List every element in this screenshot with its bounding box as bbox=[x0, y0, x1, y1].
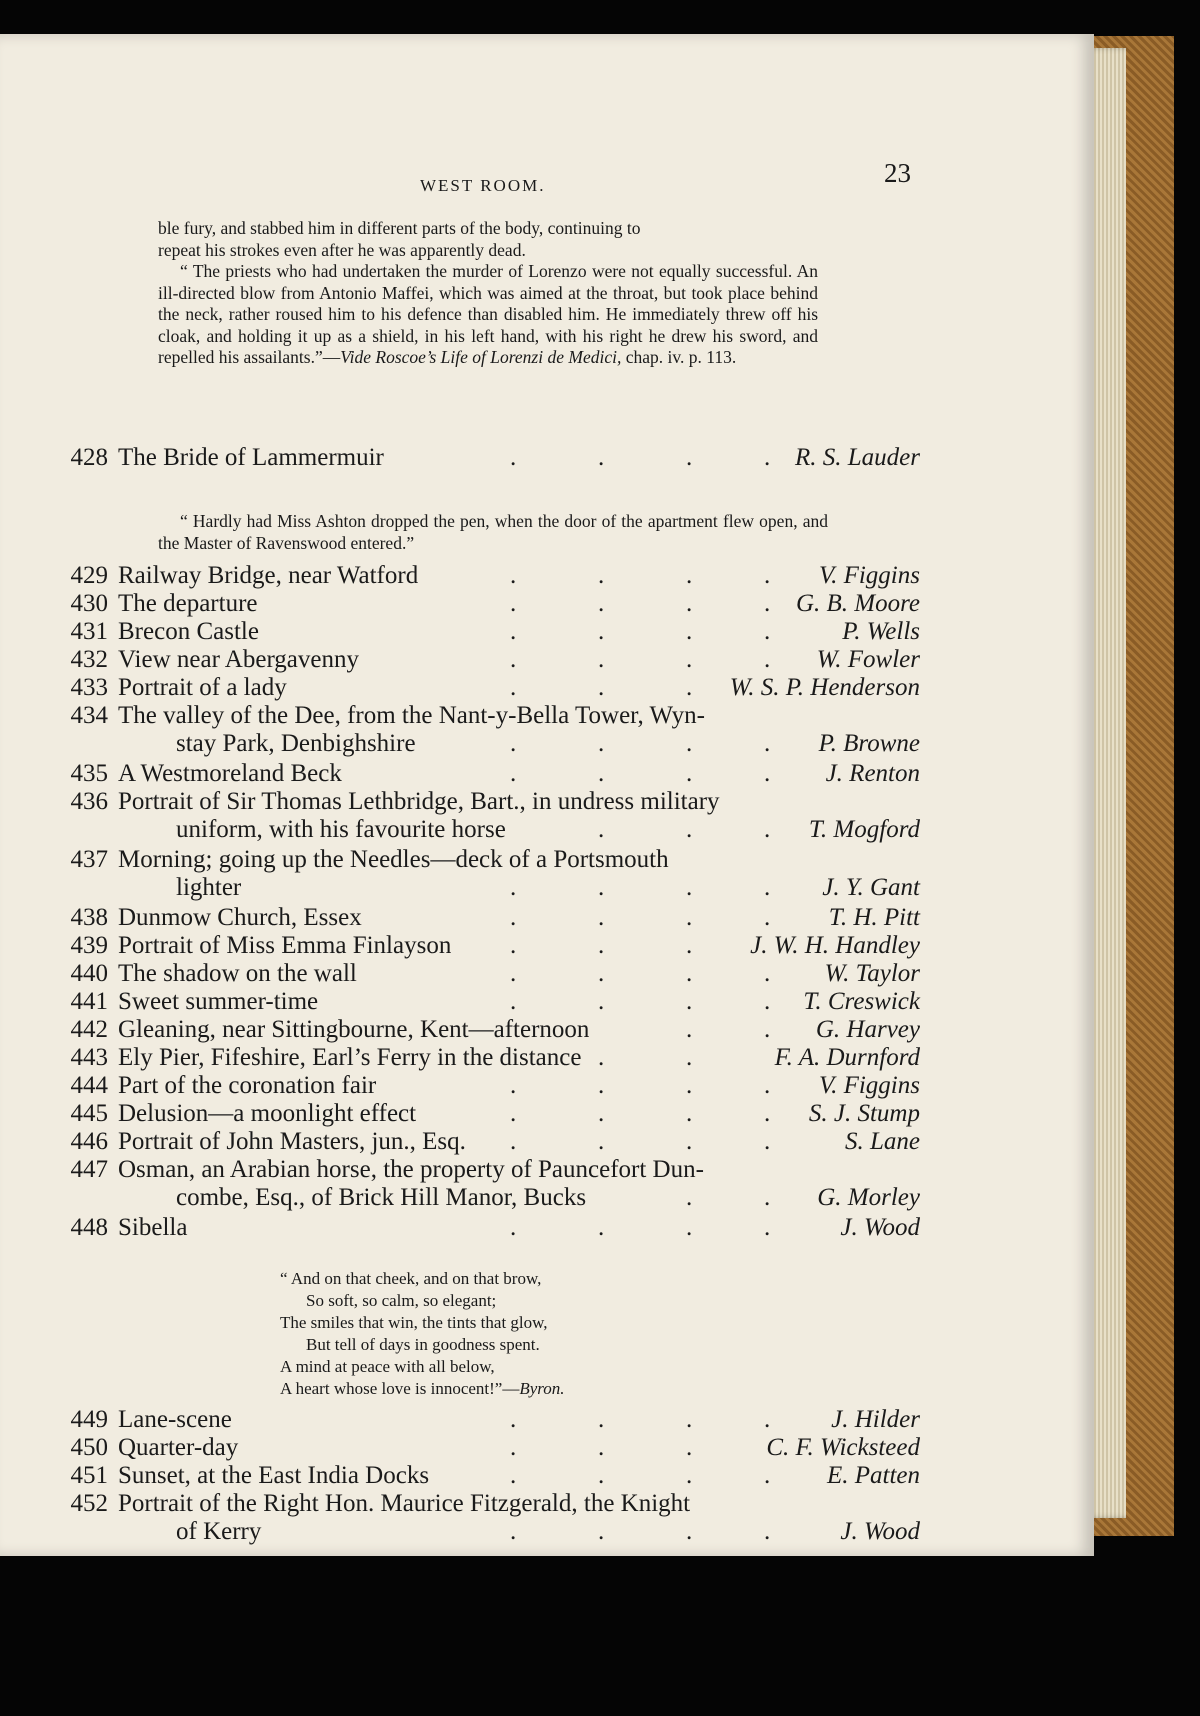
entry-title: Portrait of a lady bbox=[118, 674, 287, 701]
leader-dot: . bbox=[686, 1128, 693, 1155]
entry-row-continued bbox=[58, 816, 920, 844]
quote-line: repeat his strokes even after he was apparently dead. bbox=[158, 239, 526, 260]
entry-number: 435 bbox=[70, 760, 108, 787]
artist-name: E. Patten bbox=[826, 1462, 920, 1489]
entry-number: 445 bbox=[70, 1100, 108, 1127]
leader-dot: . bbox=[510, 904, 517, 931]
catalogue-entry bbox=[58, 760, 920, 788]
leader-dot: . bbox=[686, 1044, 693, 1071]
entry-row bbox=[58, 988, 920, 1016]
leader-dot: . bbox=[764, 1406, 771, 1433]
leader-dot: . bbox=[764, 1072, 771, 1099]
leader-dot: . bbox=[686, 1100, 693, 1127]
entry-row-continued bbox=[58, 1184, 920, 1212]
catalogue-entry bbox=[58, 646, 920, 674]
leader-dot: . bbox=[686, 1016, 693, 1043]
entry-number: 440 bbox=[70, 960, 108, 987]
entry-number: 437 bbox=[70, 846, 108, 873]
leader-dot: . bbox=[598, 1462, 605, 1489]
leader-dot: . bbox=[686, 590, 693, 617]
entry-title: Portrait of Sir Thomas Lethbridge, Bart., in undress military bbox=[118, 788, 720, 815]
catalogue-entry bbox=[58, 932, 920, 960]
entry-title: Delusion—a moonlight effect bbox=[118, 1100, 417, 1127]
leader-dot: . bbox=[686, 1518, 693, 1545]
entry-number: 436 bbox=[70, 788, 108, 815]
leader-dot: . bbox=[764, 646, 771, 673]
artist-name: V. Figgins bbox=[819, 1072, 920, 1099]
catalogue-entry bbox=[58, 788, 920, 844]
entry-number: 450 bbox=[70, 1434, 108, 1461]
leader-dot: . bbox=[598, 730, 605, 757]
quote-428 bbox=[158, 510, 828, 554]
roscoe-quote bbox=[158, 261, 818, 369]
artist-name: G. B. Moore bbox=[795, 590, 920, 617]
entry-row bbox=[58, 444, 920, 472]
leader-dot: . bbox=[686, 646, 693, 673]
leader-dot: . bbox=[510, 1518, 517, 1545]
leader-dot: . bbox=[686, 674, 693, 701]
artist-name: G. Morley bbox=[817, 1184, 920, 1211]
entry-title: Ely Pier, Fifeshire, Earl’s Ferry in the distance bbox=[118, 1044, 582, 1071]
catalogue-entry bbox=[58, 988, 920, 1016]
entry-row bbox=[58, 674, 920, 702]
poem-line bbox=[280, 1378, 565, 1400]
artist-name: T. Creswick bbox=[803, 988, 920, 1015]
leader-dot: . bbox=[510, 960, 517, 987]
poem-text: A heart whose love is innocent!”— bbox=[280, 1379, 520, 1398]
leader-dot: . bbox=[764, 1100, 771, 1127]
entry-row-continued bbox=[58, 730, 920, 758]
leader-dot: . bbox=[764, 816, 771, 843]
leader-dot: . bbox=[598, 444, 605, 471]
catalogue-entry bbox=[58, 444, 920, 472]
leader-dot: . bbox=[510, 1100, 517, 1127]
leader-dot: . bbox=[510, 760, 517, 787]
entry-title: The Bride of Lammermuir bbox=[118, 444, 384, 471]
artist-name: J. Renton bbox=[825, 760, 920, 787]
entry-row-continued bbox=[58, 1518, 920, 1546]
artist-name: W. Taylor bbox=[824, 960, 920, 987]
entry-number: 452 bbox=[70, 1490, 108, 1517]
entry-title: Railway Bridge, near Watford bbox=[118, 562, 419, 589]
leader-dot: . bbox=[764, 562, 771, 589]
artist-name: S. J. Stump bbox=[808, 1100, 920, 1127]
catalogue-entry bbox=[58, 1214, 920, 1242]
poem-line: So soft, so calm, so elegant; bbox=[306, 1291, 497, 1310]
entry-row bbox=[58, 1044, 920, 1072]
leader-dot: . bbox=[598, 816, 605, 843]
entry-title: The valley of the Dee, from the Nant-y-Bella Tower, Wyn- bbox=[118, 702, 705, 729]
artist-name: J. Y. Gant bbox=[822, 874, 920, 901]
leader-dot: . bbox=[510, 1128, 517, 1155]
entry-title: Morning; going up the Needles—deck of a Portsmouth bbox=[118, 846, 669, 873]
entry-number: 446 bbox=[70, 1128, 108, 1155]
entry-number: 443 bbox=[70, 1044, 108, 1071]
entry-number: 449 bbox=[70, 1406, 108, 1433]
leader-dot: . bbox=[764, 444, 771, 471]
leader-dot: . bbox=[764, 1016, 771, 1043]
continued-quotation bbox=[158, 218, 818, 369]
entry-number: 434 bbox=[70, 702, 108, 729]
catalogue-entry bbox=[58, 1072, 920, 1100]
artist-name: W. Fowler bbox=[816, 646, 920, 673]
leader-dot: . bbox=[598, 646, 605, 673]
entry-number: 448 bbox=[70, 1214, 108, 1241]
entry-number: 431 bbox=[70, 618, 108, 645]
entry-title: View near Abergavenny bbox=[118, 646, 360, 673]
leader-dot: . bbox=[510, 444, 517, 471]
leader-dot: . bbox=[686, 1462, 693, 1489]
leader-dot: . bbox=[686, 444, 693, 471]
leader-dot: . bbox=[510, 1214, 517, 1241]
entry-title: of Kerry bbox=[176, 1518, 262, 1545]
entry-title: Dunmow Church, Essex bbox=[118, 904, 362, 931]
entry-number: 439 bbox=[70, 932, 108, 959]
leader-dot: . bbox=[764, 1462, 771, 1489]
leader-dot: . bbox=[764, 760, 771, 787]
artist-name: T. Mogford bbox=[808, 816, 920, 843]
citation-detail: chap. iv. p. 113. bbox=[621, 347, 737, 367]
entry-title: The shadow on the wall bbox=[118, 960, 357, 987]
entry-row bbox=[58, 1490, 920, 1518]
artist-name: J. W. H. Handley bbox=[750, 932, 920, 959]
entry-row bbox=[58, 1016, 920, 1044]
entry-row bbox=[58, 1156, 920, 1184]
leader-dot: . bbox=[598, 674, 605, 701]
entry-title: stay Park, Denbighshire bbox=[176, 730, 416, 757]
catalogue-entry bbox=[58, 702, 920, 758]
leader-dot: . bbox=[686, 960, 693, 987]
artist-name: R. S. Lauder bbox=[795, 444, 920, 471]
leader-dot: . bbox=[764, 1518, 771, 1545]
leader-dot: . bbox=[764, 730, 771, 757]
catalogue-entry bbox=[58, 1100, 920, 1128]
entry-row bbox=[58, 562, 920, 590]
entry-title: The departure bbox=[118, 590, 258, 617]
entry-row bbox=[58, 618, 920, 646]
leader-dot: . bbox=[686, 1184, 693, 1211]
catalogue-entry bbox=[58, 846, 920, 902]
entry-number: 447 bbox=[70, 1156, 108, 1183]
leader-dot: . bbox=[764, 988, 771, 1015]
entry-number: 433 bbox=[70, 674, 108, 701]
entry-title: Sweet summer-time bbox=[118, 988, 319, 1015]
leader-dot: . bbox=[510, 874, 517, 901]
entry-row-continued bbox=[58, 874, 920, 902]
entry-row bbox=[58, 846, 920, 874]
leader-dot: . bbox=[686, 618, 693, 645]
entry-row bbox=[58, 960, 920, 988]
leader-dot: . bbox=[686, 730, 693, 757]
leader-dot: . bbox=[764, 874, 771, 901]
leader-dot: . bbox=[764, 1128, 771, 1155]
leader-dot: . bbox=[510, 618, 517, 645]
entry-title: Osman, an Arabian horse, the property of Pauncefort Dun- bbox=[118, 1156, 704, 1183]
quote-text: “ Hardly had Miss Ashton dropped the pen, when the door of the apartment flew open, and the Master of Ravenswood entered.” bbox=[158, 511, 828, 553]
leader-dot: . bbox=[510, 674, 517, 701]
entry-title: lighter bbox=[176, 874, 242, 901]
quote-line: ble fury, and stabbed him in different parts of the body, continuing to bbox=[158, 218, 641, 238]
poem-line: “ And on that cheek, and on that brow, bbox=[280, 1269, 542, 1288]
leader-dot: . bbox=[686, 1434, 693, 1461]
entry-number: 444 bbox=[70, 1072, 108, 1099]
entry-title: Sunset, at the East India Docks bbox=[118, 1462, 430, 1489]
entry-row bbox=[58, 760, 920, 788]
artist-name: T. H. Pitt bbox=[828, 904, 920, 931]
catalogue-entry bbox=[58, 590, 920, 618]
entry-title: uniform, with his favourite horse bbox=[176, 816, 506, 843]
page-number: 23 bbox=[884, 158, 911, 188]
leader-dot: . bbox=[510, 730, 517, 757]
catalogue-entry bbox=[58, 1434, 920, 1462]
leader-dot: . bbox=[686, 932, 693, 959]
leader-dot: . bbox=[764, 960, 771, 987]
entry-title: Quarter-day bbox=[118, 1434, 239, 1461]
entry-number: 442 bbox=[70, 1016, 108, 1043]
artist-name: S. Lane bbox=[845, 1128, 920, 1155]
catalogue-content bbox=[0, 34, 1094, 1556]
catalogue-entry bbox=[58, 1406, 920, 1434]
leader-dot: . bbox=[598, 1518, 605, 1545]
leader-dot: . bbox=[764, 590, 771, 617]
leader-dot: . bbox=[510, 1072, 517, 1099]
artist-name: W. S. P. Henderson bbox=[729, 674, 920, 701]
leader-dot: . bbox=[510, 562, 517, 589]
leader-dot: . bbox=[686, 904, 693, 931]
entry-number: 430 bbox=[70, 590, 108, 617]
entry-row bbox=[58, 904, 920, 932]
citation-title: Vide Roscoe’s Life of Lorenzi de Medici, bbox=[340, 347, 622, 367]
entry-row bbox=[58, 1100, 920, 1128]
leader-dot: . bbox=[764, 904, 771, 931]
leader-dot: . bbox=[764, 1184, 771, 1211]
artist-name: P. Browne bbox=[818, 730, 920, 757]
leader-dot: . bbox=[686, 1072, 693, 1099]
artist-name: G. Harvey bbox=[815, 1016, 920, 1043]
leader-dot: . bbox=[598, 1100, 605, 1127]
leader-dot: . bbox=[598, 904, 605, 931]
leader-dot: . bbox=[598, 1044, 605, 1071]
poem-line: The smiles that win, the tints that glow, bbox=[280, 1313, 548, 1332]
leader-dot: . bbox=[510, 988, 517, 1015]
artist-name: C. F. Wicksteed bbox=[766, 1434, 920, 1461]
entry-number: 451 bbox=[70, 1462, 108, 1489]
entry-title: Brecon Castle bbox=[118, 618, 259, 645]
entry-row bbox=[58, 1406, 920, 1434]
catalogue-entry bbox=[58, 1462, 920, 1490]
leader-dot: . bbox=[598, 1214, 605, 1241]
leader-dot: . bbox=[598, 760, 605, 787]
leader-dot: . bbox=[598, 618, 605, 645]
leader-dot: . bbox=[686, 988, 693, 1015]
catalogue-entry bbox=[58, 1490, 920, 1546]
entry-title: Part of the coronation fair bbox=[118, 1072, 377, 1099]
leader-dot: . bbox=[686, 562, 693, 589]
poem-attribution: Byron. bbox=[519, 1379, 565, 1398]
entry-row bbox=[58, 1434, 920, 1462]
leader-dot: . bbox=[598, 1434, 605, 1461]
entry-row bbox=[58, 590, 920, 618]
entry-number: 432 bbox=[70, 646, 108, 673]
entry-number: 428 bbox=[70, 444, 108, 471]
poem-448 bbox=[280, 1268, 565, 1400]
entry-row bbox=[58, 1128, 920, 1156]
leader-dot: . bbox=[510, 932, 517, 959]
entry-row bbox=[58, 646, 920, 674]
leader-dot: . bbox=[598, 590, 605, 617]
entry-title: Sibella bbox=[118, 1214, 188, 1241]
poem-line: But tell of days in goodness spent. bbox=[306, 1335, 540, 1354]
artist-name: F. A. Durnford bbox=[774, 1044, 920, 1071]
leader-dot: . bbox=[598, 932, 605, 959]
entry-row bbox=[58, 1214, 920, 1242]
leader-dot: . bbox=[510, 1462, 517, 1489]
leader-dot: . bbox=[598, 874, 605, 901]
artist-name: V. Figgins bbox=[819, 562, 920, 589]
entry-row bbox=[58, 1462, 920, 1490]
entry-title: Lane-scene bbox=[118, 1406, 232, 1433]
catalogue-entry bbox=[58, 1044, 920, 1072]
entry-row bbox=[58, 702, 920, 730]
catalogue-entry bbox=[58, 674, 920, 702]
catalogue-entry bbox=[58, 1156, 920, 1212]
quote-text: “ The priests who had undertaken the murder of Lorenzo were not equally successful. An ill-directed blow from Antonio Maffei, which was aimed at the throat, but took place behind the neck, rather roused him to his defence than disabled him. He immediately threw off his cloak, and holding it up as a shield, in his left hand, with his right he drew his sword, and repelled his assailants.”— bbox=[158, 261, 818, 367]
leader-dot: . bbox=[510, 1434, 517, 1461]
entry-number: 441 bbox=[70, 988, 108, 1015]
leader-dot: . bbox=[764, 1214, 771, 1241]
leader-dot: . bbox=[686, 874, 693, 901]
entry-title: Gleaning, near Sittingbourne, Kent—afternoon bbox=[118, 1016, 590, 1043]
book-page bbox=[0, 34, 1094, 1556]
artist-name: P. Wells bbox=[842, 618, 920, 645]
entry-row bbox=[58, 788, 920, 816]
leader-dot: . bbox=[510, 590, 517, 617]
entry-title: Portrait of Miss Emma Finlayson bbox=[118, 932, 452, 959]
entry-number: 429 bbox=[70, 562, 108, 589]
leader-dot: . bbox=[598, 562, 605, 589]
leader-dot: . bbox=[510, 1406, 517, 1433]
leader-dot: . bbox=[598, 960, 605, 987]
catalogue-entry bbox=[58, 618, 920, 646]
catalogue-entry bbox=[58, 1016, 920, 1044]
catalogue-entry bbox=[58, 562, 920, 590]
leader-dot: . bbox=[598, 1406, 605, 1433]
poem-line: A mind at peace with all below, bbox=[280, 1357, 495, 1376]
entry-number: 438 bbox=[70, 904, 108, 931]
leader-dot: . bbox=[598, 1072, 605, 1099]
leader-dot: . bbox=[686, 1406, 693, 1433]
catalogue-entry bbox=[58, 1128, 920, 1156]
entry-title: combe, Esq., of Brick Hill Manor, Bucks bbox=[176, 1184, 587, 1211]
leader-dot: . bbox=[598, 1128, 605, 1155]
catalogue-entry bbox=[58, 904, 920, 932]
entry-title: Portrait of John Masters, jun., Esq. bbox=[118, 1128, 466, 1155]
entry-title: Portrait of the Right Hon. Maurice Fitzgerald, the Knight bbox=[118, 1490, 691, 1517]
leader-dot: . bbox=[686, 1214, 693, 1241]
leader-dot: . bbox=[686, 760, 693, 787]
entry-title: A Westmoreland Beck bbox=[118, 760, 342, 787]
running-head: WEST ROOM. bbox=[420, 176, 546, 195]
leader-dot: . bbox=[764, 618, 771, 645]
catalogue-entry bbox=[58, 960, 920, 988]
artist-name: J. Wood bbox=[840, 1518, 920, 1545]
artist-name: J. Wood bbox=[840, 1214, 920, 1241]
leader-dot: . bbox=[598, 988, 605, 1015]
leader-dot: . bbox=[510, 646, 517, 673]
entry-row bbox=[58, 1072, 920, 1100]
artist-name: J. Hilder bbox=[831, 1406, 920, 1433]
entry-row bbox=[58, 932, 920, 960]
leader-dot: . bbox=[686, 816, 693, 843]
